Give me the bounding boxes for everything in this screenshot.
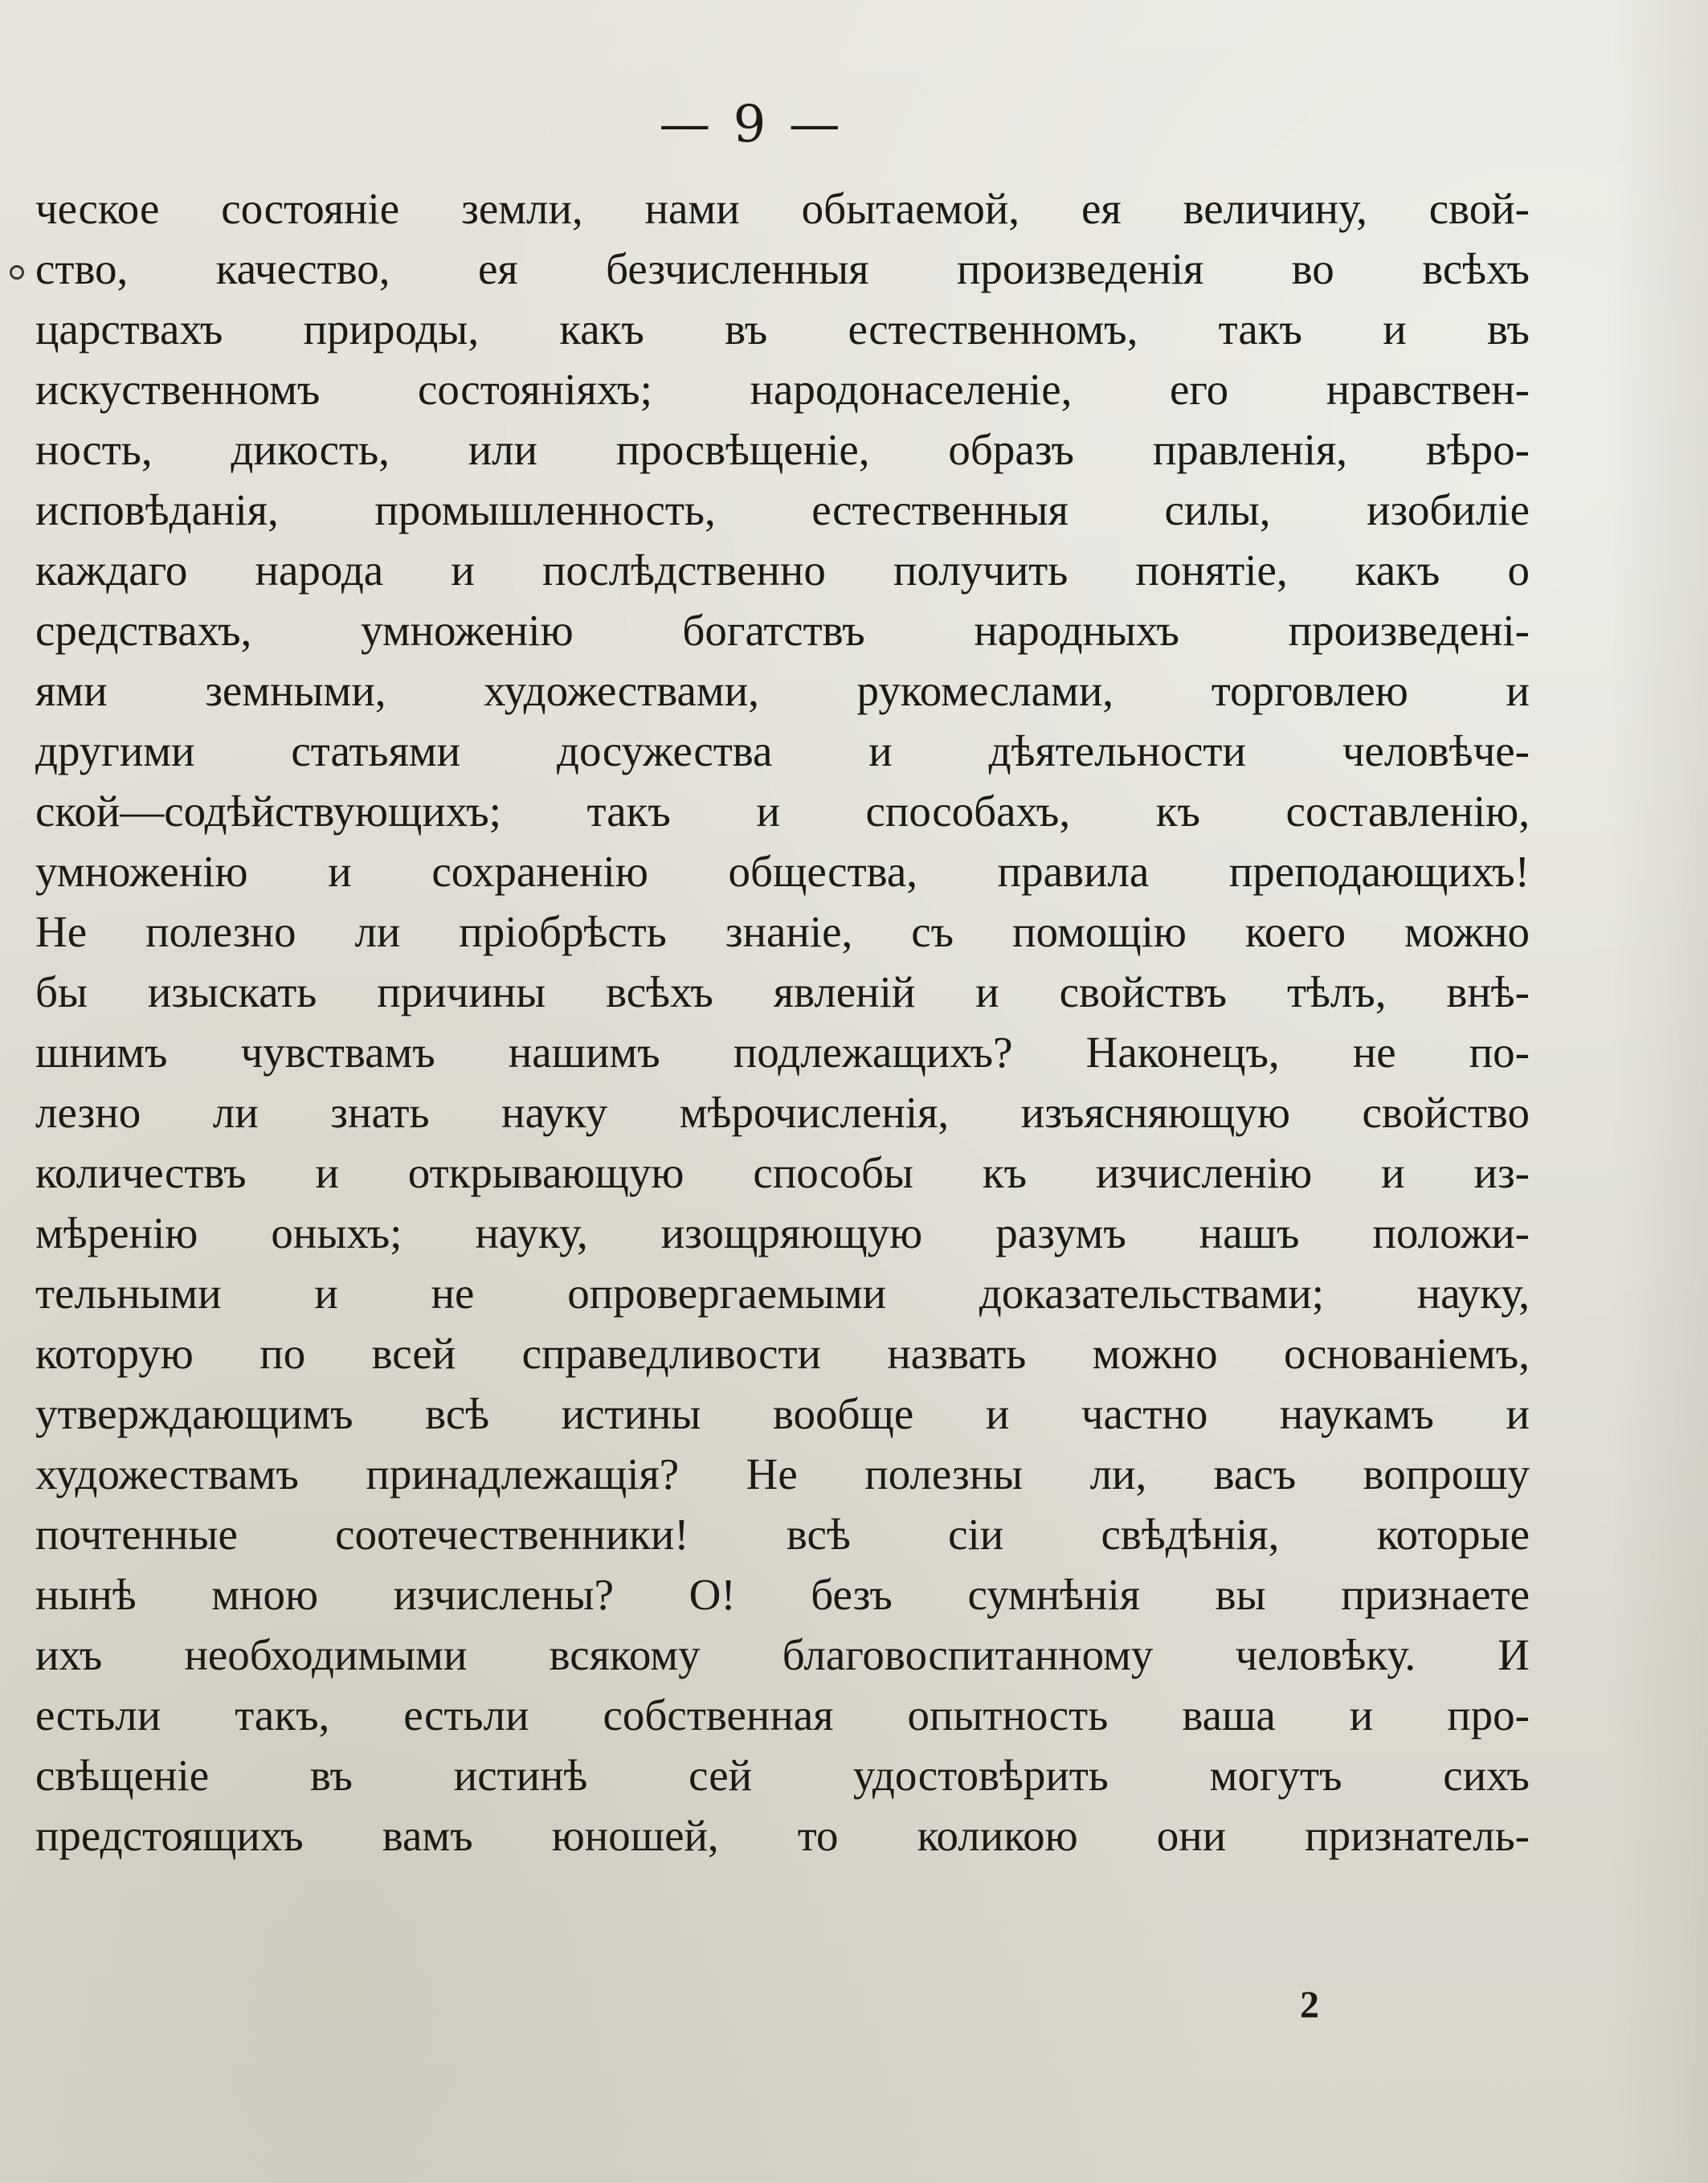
text-line: ской—содѣйствующихъ; такъ и способахъ, къ составленію,	[35, 787, 1530, 836]
text-line: каждаго народа и послѣдственно получить понятіе, какъ о	[35, 546, 1530, 595]
text-line: ческое состояніе земли, нами обытаемой, ея величину, свой-	[35, 184, 1530, 233]
text-line: художествамъ принадлежащія? Не полезны ли, васъ вопрошу	[35, 1449, 1530, 1498]
text-line: нынѣ мною изчислены? О! безъ сумнѣнія вы признаете	[35, 1570, 1530, 1619]
text-line: ихъ необходимыми всякому благовоспитанному человѣку. И	[35, 1630, 1530, 1679]
text-line: царствахъ природы, какъ въ естественномъ, такъ и въ	[35, 305, 1530, 354]
text-line: лезно ли знать науку мѣрочисленія, изъясняющую свойство	[35, 1088, 1530, 1137]
text-line: исповѣданія, промышленность, естественныя силы, изобиліе	[35, 485, 1530, 534]
text-line: Не полезно ли пріобрѣсть знаніе, съ помощію коего можно	[35, 907, 1530, 956]
text-line: мѣренію оныхъ; науку, изощряющую разумъ нашъ положи-	[35, 1208, 1530, 1257]
margin-ink-mark	[10, 265, 24, 280]
page-gutter-shadow	[1612, 0, 1708, 2183]
text-line: утверждающимъ всѣ истины вообще и частно наукамъ и	[35, 1389, 1530, 1438]
text-line: средствахъ, умноженію богатствъ народныхъ произведені-	[35, 606, 1530, 655]
signature-mark: 2	[1300, 1984, 1319, 2026]
text-line: количествъ и открывающую способы къ изчисленію и из-	[35, 1148, 1530, 1197]
text-line: шнимъ чувствамъ нашимъ подлежащихъ? Наконецъ, не по-	[35, 1028, 1530, 1077]
text-line: тельными и не опровергаемыми доказательствами; науку,	[35, 1269, 1530, 1318]
text-line: которую по всей справедливости назвать можно основаніемъ,	[35, 1329, 1530, 1378]
body-text	[35, 178, 1530, 1866]
text-line: бы изыскать причины всѣхъ явленій и свойствъ тѣлъ, внѣ-	[35, 967, 1530, 1016]
text-line: умноженію и сохраненію общества, правила преподающихъ!	[35, 847, 1530, 896]
text-line: почтенные соотечественники! всѣ сіи свѣдѣнія, которые	[35, 1510, 1530, 1559]
text-line: естьли такъ, естьли собственная опытность ваша и про-	[35, 1690, 1530, 1739]
text-line: ями земными, художествами, рукомеслами, торговлею и	[35, 666, 1530, 715]
text-line: свѣщеніе въ истинѣ сей удостовѣрить могутъ сихъ	[35, 1751, 1530, 1800]
text-line: другими статьями досужества и дѣятельности человѣче-	[35, 726, 1530, 775]
page-number-header: — 9 —	[659, 95, 844, 154]
text-line: предстоящихъ вамъ юношей, то коликою они признатель-	[35, 1811, 1530, 1860]
text-line: ство, качество, ея безчисленныя произведенія во всѣхъ	[35, 244, 1530, 293]
text-line: искуственномъ состояніяхъ; народонаселеніе, его нравствен-	[35, 365, 1530, 414]
text-line: ность, дикость, или просвѣщеніе, образъ правленія, вѣро-	[35, 425, 1530, 474]
